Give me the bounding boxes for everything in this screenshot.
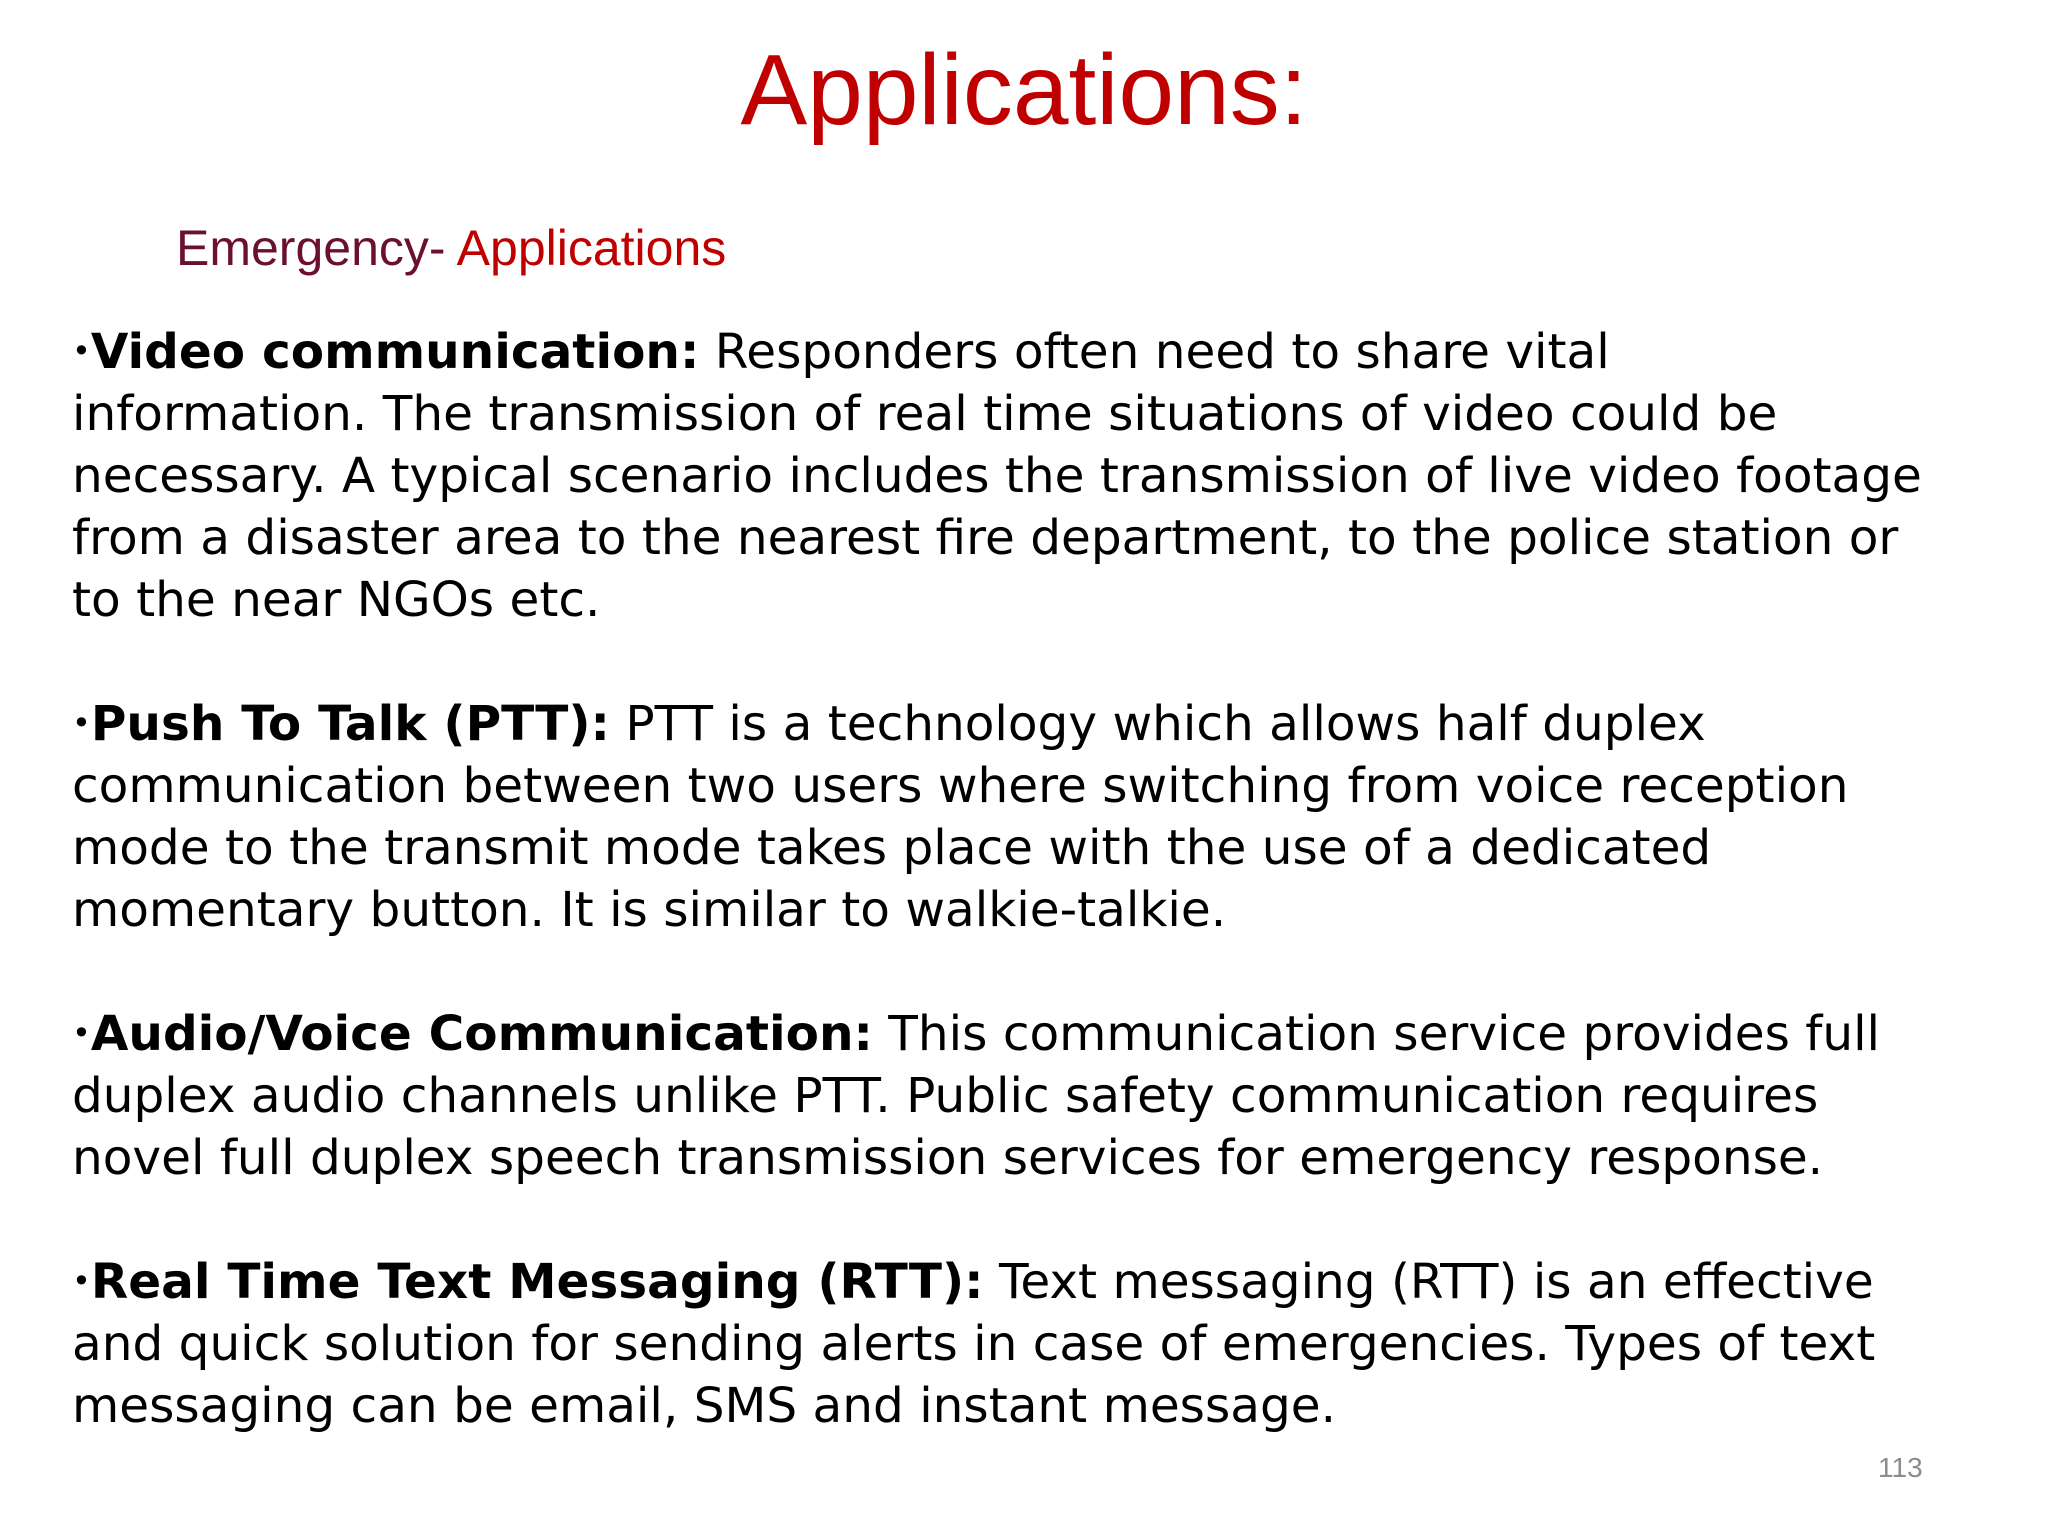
bullet-text: Responders often need to share vital — [699, 324, 1610, 380]
bullet-line: momentary button. It is similar to walkie-talkie. — [72, 882, 1227, 938]
slide-subtitle — [176, 218, 726, 278]
bullet-line: necessary. A typical scenario includes the transmission of live video footage — [72, 448, 1922, 504]
bullet-first-line — [72, 320, 1922, 383]
bullet-dot-icon: • — [72, 704, 91, 742]
bullet-term: Push To Talk (PTT): — [90, 696, 610, 752]
bullet-push-to-talk — [72, 692, 1848, 941]
page-number: 113 — [1878, 1452, 1923, 1483]
bullet-line: communication between two users where switching from voice reception — [72, 758, 1849, 814]
bullet-line: messaging can be email, SMS and instant message. — [72, 1378, 1336, 1434]
subtitle-emergency: Emergency- — [176, 220, 457, 276]
bullet-line: information. The transmission of real time situations of video could be — [72, 386, 1778, 442]
slide-title: Applications: — [740, 34, 1308, 146]
bullet-first-line — [72, 1250, 1875, 1313]
bullet-dot-icon: • — [72, 1014, 91, 1052]
bullet-line: novel full duplex speech transmission services for emergency response. — [72, 1130, 1824, 1186]
bullet-line: and quick solution for sending alerts in case of emergencies. Types of text — [72, 1316, 1876, 1372]
bullet-text: Text messaging (RTT) is an effective — [983, 1254, 1874, 1310]
bullet-first-line — [72, 692, 1848, 755]
bullet-text: PTT is a technology which allows half duplex — [609, 696, 1706, 752]
bullet-real-time-text-messaging — [72, 1250, 1875, 1437]
bullet-line: to the near NGOs etc. — [72, 572, 601, 628]
bullet-line: mode to the transmit mode takes place with the use of a dedicated — [72, 820, 1712, 876]
bullet-text: This communication service provides full — [872, 1006, 1881, 1062]
bullet-audio-voice-communication — [72, 1002, 1880, 1189]
bullet-term: Video communication: — [90, 324, 700, 380]
bullet-term: Real Time Text Messaging (RTT): — [90, 1254, 984, 1310]
bullet-video-communication — [72, 320, 1922, 631]
bullet-first-line — [72, 1002, 1880, 1065]
bullet-term: Audio/Voice Communication: — [90, 1006, 873, 1062]
bullet-line: duplex audio channels unlike PTT. Public safety communication requires — [72, 1068, 1819, 1124]
bullet-dot-icon: • — [72, 332, 91, 370]
bullet-dot-icon: • — [72, 1262, 91, 1300]
bullet-line: from a disaster area to the nearest fire department, to the police station or — [72, 510, 1899, 566]
subtitle-applications: Applications — [456, 220, 727, 276]
